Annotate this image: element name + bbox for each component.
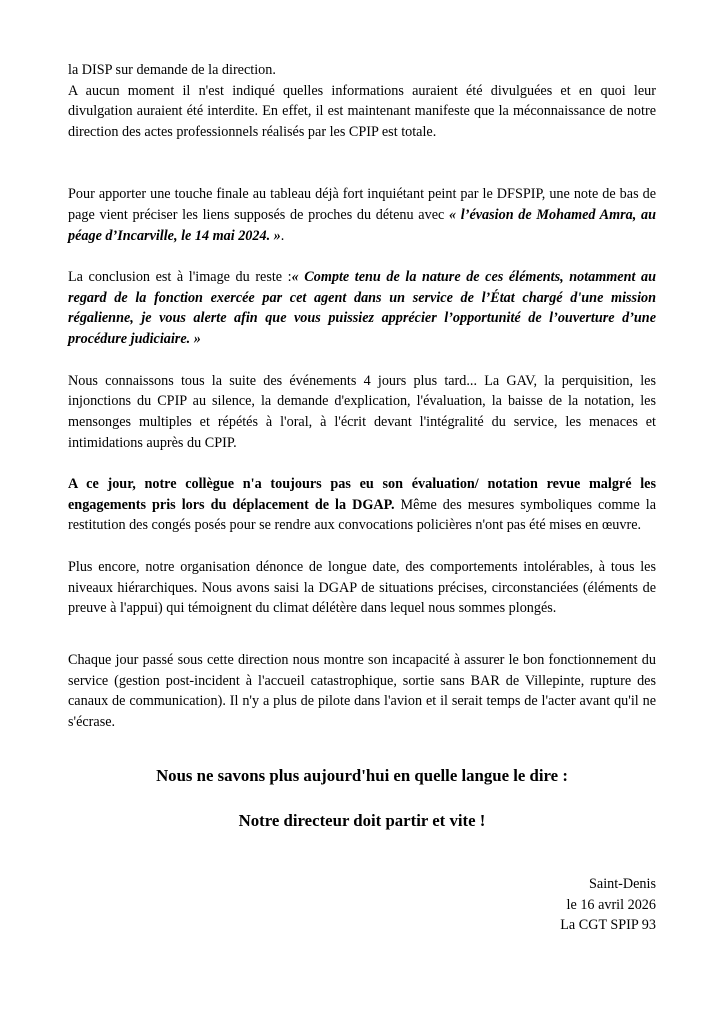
text-run: Même des mesures symboliques comme la restitution des congés posés pour se rendre aux convocations policières n'ont pas été mises en œuvre. — [68, 496, 657, 534]
text-run: La CGT SPIP 93 — [560, 917, 656, 934]
document-body — [68, 60, 656, 936]
para-organisation-denonce — [68, 557, 656, 619]
text-run: le 16 avril 2026 — [566, 896, 656, 913]
para-disp — [68, 60, 656, 81]
text-run: A ce jour, notre collègue n'a toujours pas eu son évaluation/ notation revue malgré les engagements pris lors du déplacement de la DGAP. — [68, 476, 656, 513]
para-aucun-moment — [68, 81, 656, 143]
text-run: A aucun moment il n'est indiqué quelles informations auraient été divulguées et en quoi leur divulgation auraient été interdite. En effet, il est maintenant manifeste que la méconnaissance de notre direction des actes professionnels réalisés par les CPIP est totale. — [68, 82, 656, 141]
para-note-bas-de-page — [68, 184, 656, 246]
text-run: la DISP sur demande de la direction. — [68, 62, 276, 78]
text-run: Nous ne savons plus aujourd'hui en quelle langue le dire : — [156, 765, 568, 785]
text-run: Pour apporter une touche finale au tableau déjà fort inquiétant peint par le DFSPIP, une note de bas de page vient préciser les liens supposés de proches du détenu avec — [68, 186, 656, 223]
text-run: Notre directeur doit partir et vite ! — [238, 810, 486, 830]
text-run: Nous connaissons tous la suite des événements 4 jours plus tard... La GAV, la perquisition, les injonctions du CPIP au silence, la demande d'explication, l'évaluation, la baisse de la notation, les mensonges multiples et répétés à l'oral, à l'écrit devant l'intégralité du service, les menaces et intimidations auprès du CPIP. — [68, 372, 656, 451]
para-conclusion — [68, 267, 656, 350]
text-run: « l’évasion de Mohamed Amra, au péage d’Incarville, le 14 mai 2024. » — [68, 206, 656, 244]
text-run: Saint-Denis — [589, 875, 656, 892]
para-evaluation-notation — [68, 474, 656, 536]
signature-place — [68, 874, 656, 895]
para-suite-evenements — [68, 371, 656, 454]
text-run: Plus encore, notre organisation dénonce de longue date, des comportements intolérables, à tous les niveaux hiérarchiques. Nous avons saisi la DGAP de situations précises, circonstanciées (éléments de preuve à l'appui) qui témoignent du climat délétère dans lequel nous sommes plongés. — [68, 558, 656, 617]
para-chaque-jour — [68, 650, 656, 733]
text-run: La conclusion est à l'image du reste : — [68, 269, 292, 285]
text-run: . — [280, 227, 285, 244]
text-run: « Compte tenu de la nature de ces éléments, notamment au regard de la fonction exercée par cet agent dans un service de l’État chargé d'une mission régalienne, je vous alerte afin que vous puissiez apprécier l’opportunité de l’ouverture d’une procédure judiciaire. » — [68, 269, 657, 348]
text-run: Chaque jour passé sous cette direction nous montre son incapacité à assurer le bon fonctionnement du service (gestion post-incident à l'accueil catastrophique, sortie sans BAR de Villepinte, rupture des canaux de communication). Il n'y a plus de pilote dans l'avion et il serait temps de l'acter avant qu'il ne s'écrase. — [68, 651, 656, 731]
signature-date — [68, 895, 656, 916]
signature-org — [68, 915, 656, 936]
heading-directeur-partir — [68, 809, 656, 833]
heading-quelle-langue — [68, 764, 656, 788]
